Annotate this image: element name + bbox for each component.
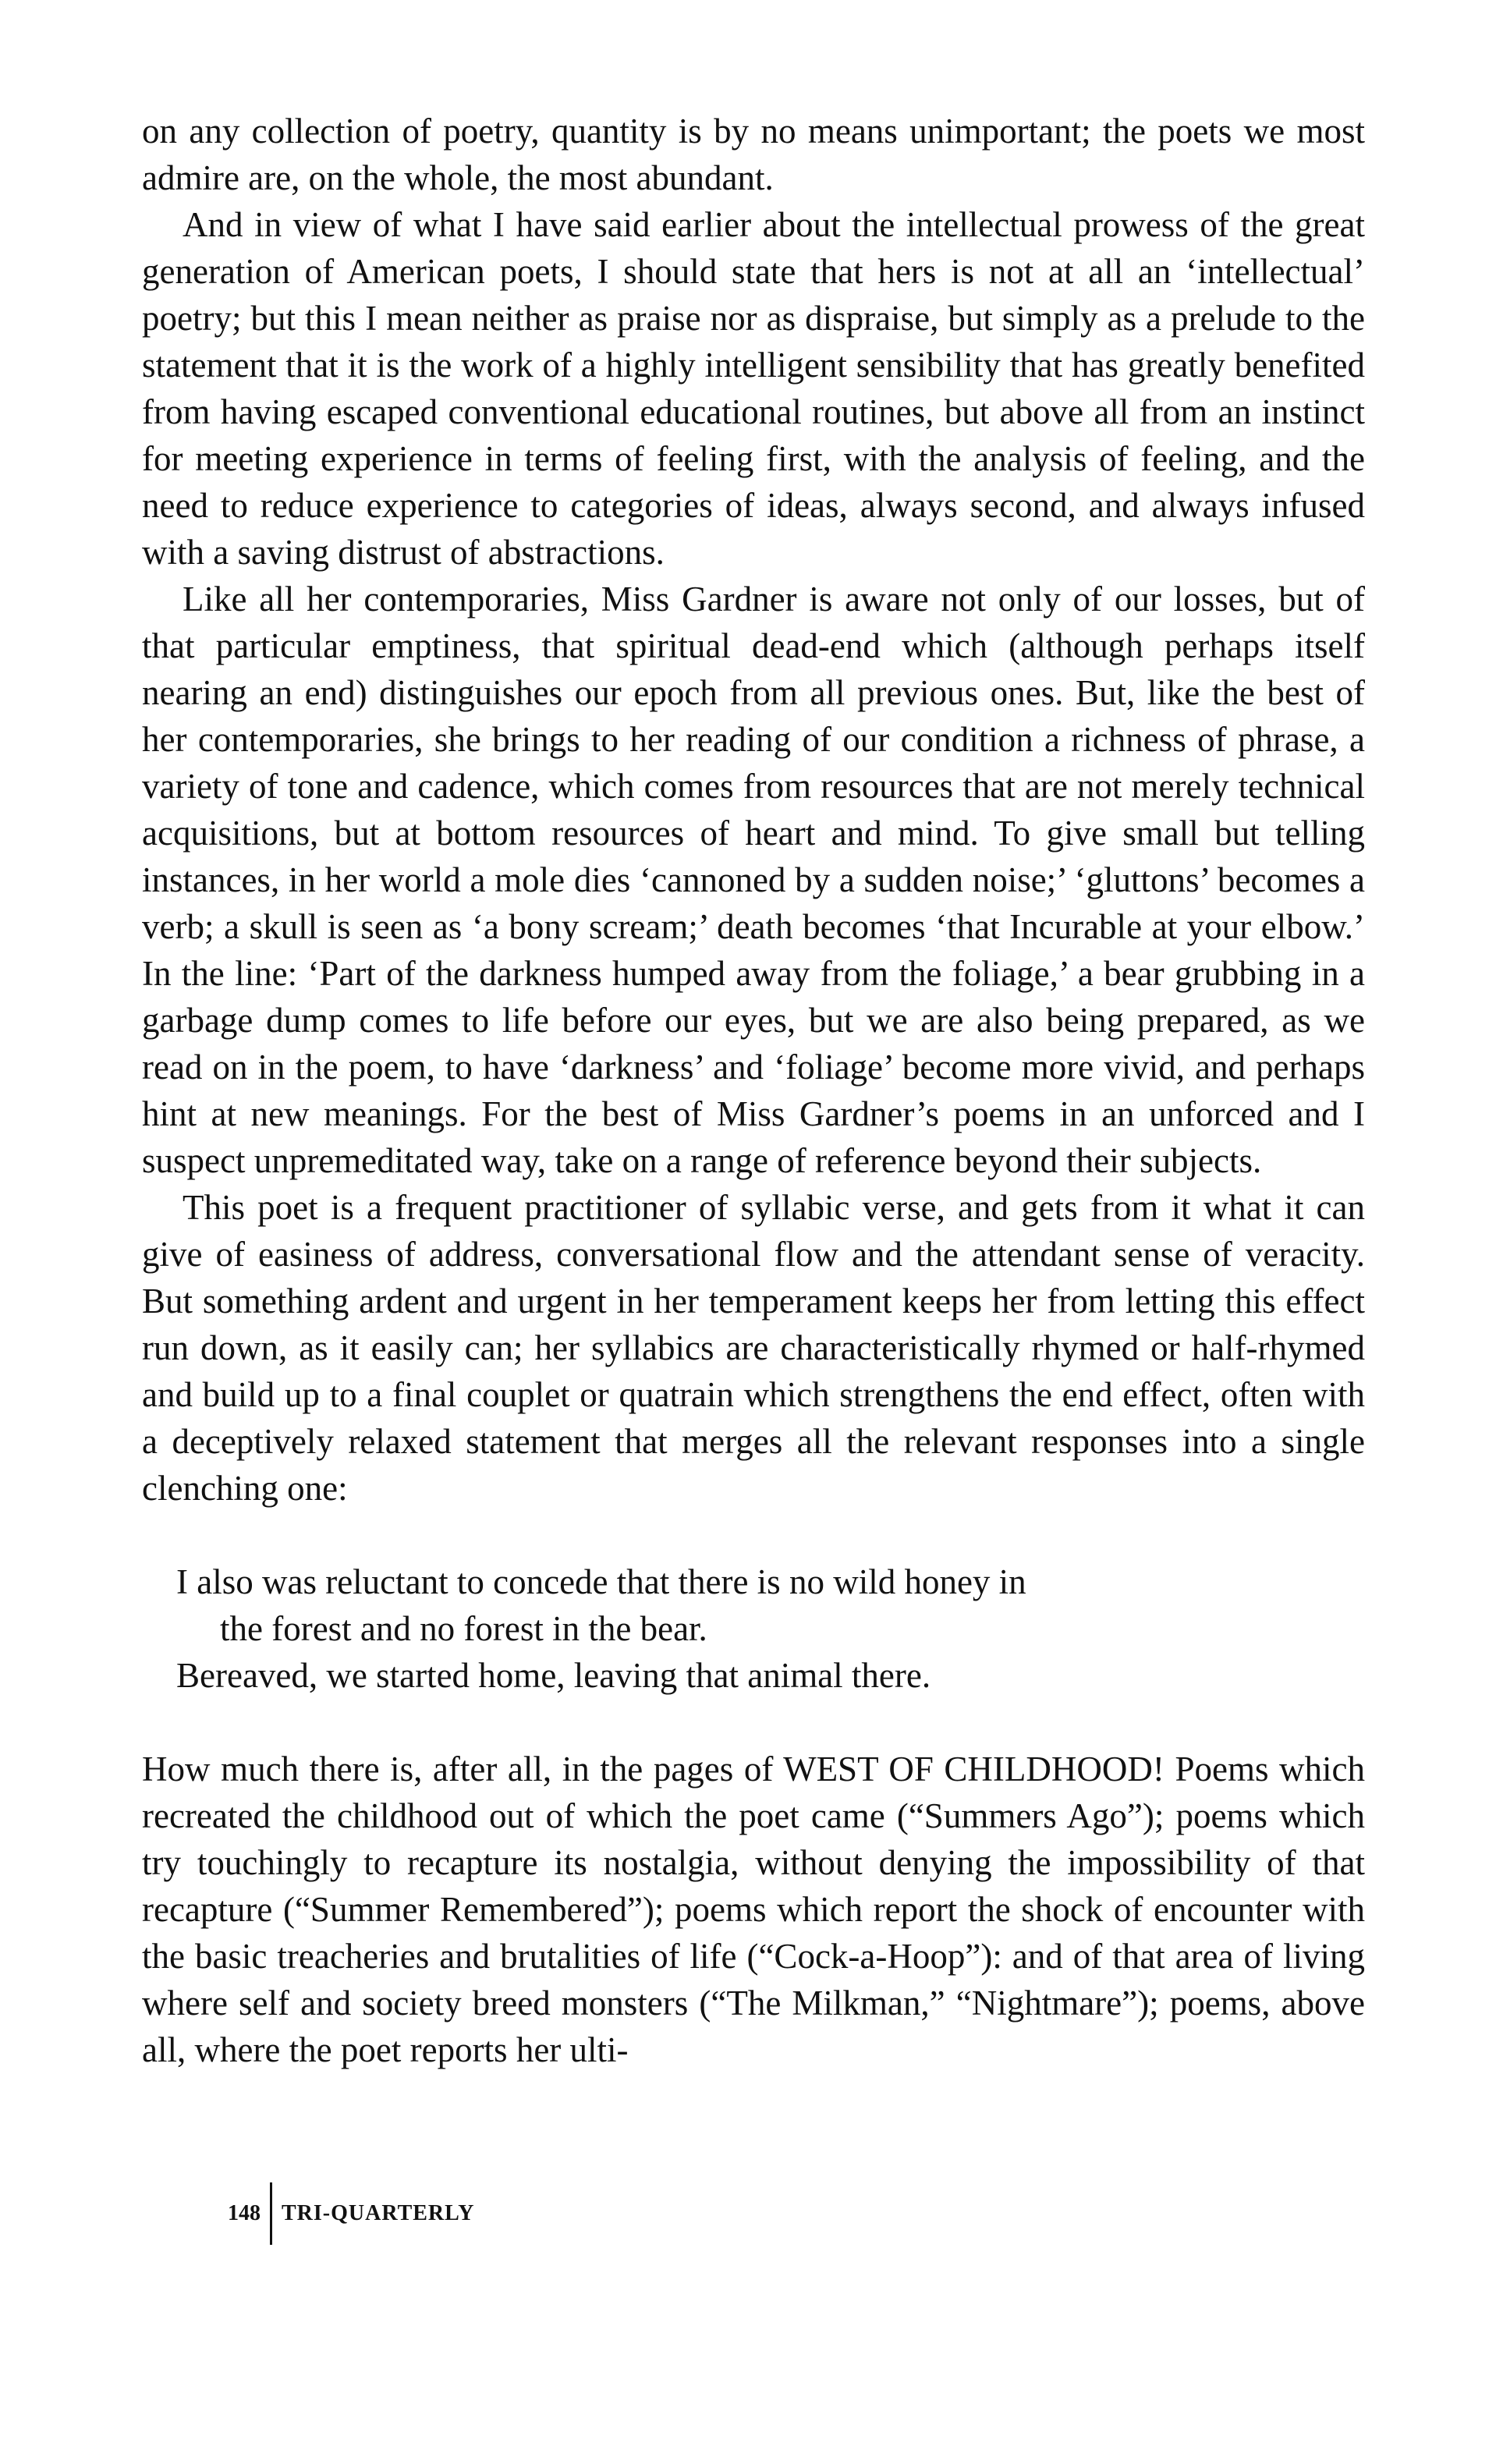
paragraph-contemporaries: Like all her contemporaries, Miss Gardner is aware not only of our losses, but of that particular emptiness, that spiritual dead-end which (although perhaps itself nearing an end) distinguishes our epoch from all previous ones. But, like the best of her contemporaries, she brings to her reading of our condition a richness of phrase, a variety of tone and cadence, which comes from resources that are not merely technical acquisitions, but at bottom resources of heart and mind. To give small but telling instances, in her world a mole dies ‘cannoned by a sudden noise;’ ‘gluttons’ becomes a verb; a skull is seen as ‘a bony scream;’ death becomes ‘that Incurable at your elbow.’ In the line: ‘Part of the darkness humped away from the foliage,’ a bear grubbing in a garbage dump comes to life before our eyes, but we are also being prepared, as we read on in the poem, to have ‘darkness’ and ‘foliage’ become more vivid, and perhaps hint at new meanings. For the best of Miss Gardner’s poems in an unforced and I suspect unpremeditated way, take on a range of reference beyond their subjects. <box>142 580 1365 1180</box>
journal-title: TRI-QUARTERLY <box>282 2201 475 2225</box>
paragraph-syllabic-verse: This poet is a frequent practitioner of syllabic verse, and gets from it what it can give of easiness of address, conversational flow and the attendant sense of veracity. But something ardent and urgent in her temperament keeps her from letting this effect run down, as it easily can; her syllabics are characteristically rhymed or half-rhymed and build up to a final couplet or quatrain which strengthens the end effect, often with a deceptively relaxed statement that merges all the relevant responses into a single clenching one: <box>142 1188 1365 1508</box>
page-body <box>142 108 1365 2073</box>
verse-line-2: the forest and no forest in the bear. <box>220 1609 707 1648</box>
paragraph-intellectual-poetry: And in view of what I have said earlier about the intellectual prowess of the great generation of American poets, I should state that hers is not at all an ‘intellectual’ poetry; but this I mean neither as praise nor as dispraise, but simply as a prelude to the statement that it is the work of a highly intelligent sensibility that has greatly benefited from having escaped conventional educational routines, but above all from an instinct for meeting experience in terms of feeling first, with the analysis of feeling, and the need to reduce experience to categories of ideas, always second, and always infused with a saving distrust of abstractions. <box>142 205 1365 572</box>
verse-line-3: Bereaved, we started home, leaving that animal there. <box>176 1656 931 1695</box>
page-footer <box>228 2182 474 2245</box>
page-number: 148 <box>228 2201 261 2225</box>
paragraph-west-of-childhood: How much there is, after all, in the pages of WEST OF CHILDHOOD! Poems which recreated the childhood out of which the poet came (“Summers Ago”); poems which try touchingly to recapture its nostalgia, without denying the impossibility of that recapture (“Summer Remembered”); poems which report the shock of encounter with the basic treacheries and brutalities of life (“Cock-a-Hoop”): and of that area of living where self and society breed monsters (“The Milkman,” “Nightmare”); poems, above all, where the poet reports her ulti- <box>142 1750 1365 2069</box>
paragraph-continuation: on any collection of poetry, quantity is by no means unimportant; the poets we most admire are, on the whole, the most abundant. <box>142 112 1365 197</box>
verse-line-1: I also was reluctant to concede that there is no wild honey in <box>176 1562 1026 1601</box>
verse-quotation <box>176 1558 1365 1699</box>
